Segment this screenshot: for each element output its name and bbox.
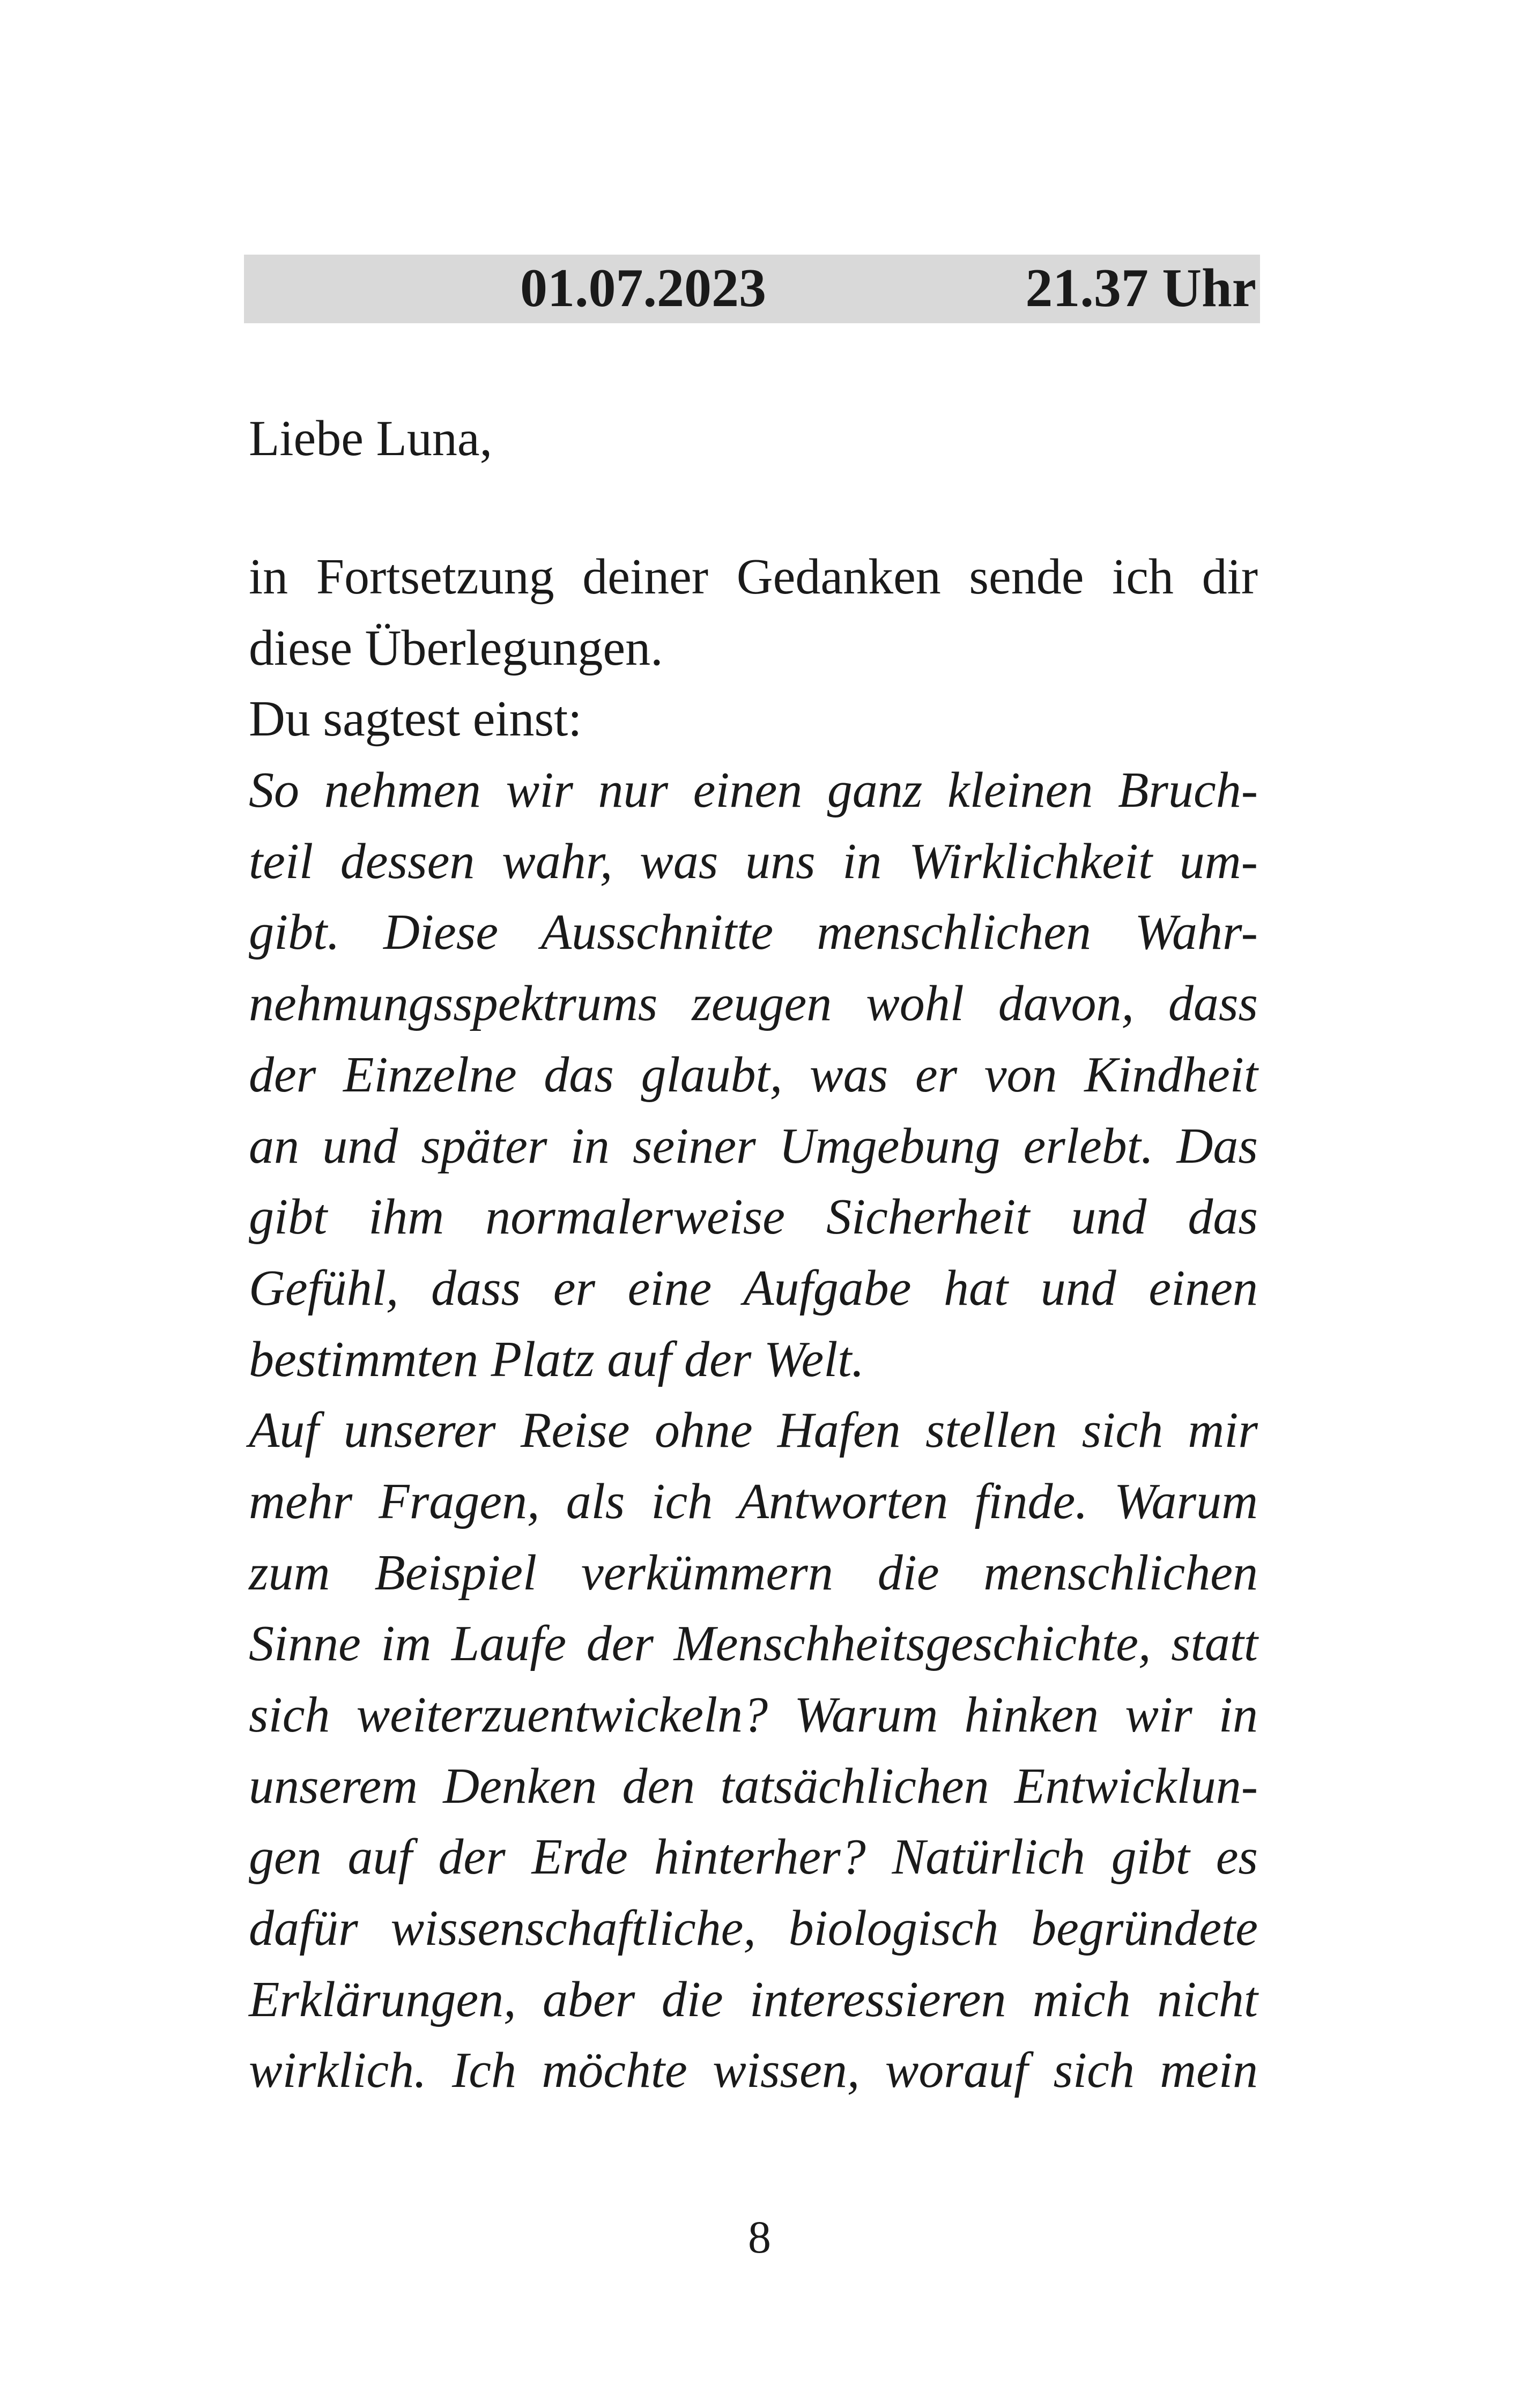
quote-line: Erklärungen, aber die interessieren mich nicht: [249, 1971, 1258, 2027]
quote-line: zum Beispiel verkümmern die menschlichen: [249, 1544, 1258, 1601]
quote-line: Sinne im Laufe der Menschheitsgeschichte, statt: [249, 1616, 1258, 1672]
quote-line: mehr Fragen, als ich Antworten finde. Warum: [249, 1473, 1258, 1529]
quote-line: gen auf der Erde hinterher? Natürlich gibt es: [249, 1829, 1258, 1885]
page-number: 8: [748, 2211, 771, 2263]
quote-line: sich weiterzuentwickeln? Warum hinken wir in: [249, 1687, 1258, 1743]
quote-line: teil dessen wahr, was uns in Wirklichkeit um-: [249, 833, 1258, 889]
quote-line: der Einzelne das glaubt, was er von Kindheit: [249, 1046, 1258, 1103]
quote-line: Auf unserer Reise ohne Hafen stellen sich mir: [249, 1402, 1258, 1459]
quote-line: bestimmten Platz auf der Welt.: [249, 1331, 864, 1387]
salutation: Liebe Luna,: [249, 411, 493, 466]
body-line: in Fortsetzung deiner Gedanken sende ich dir: [249, 549, 1258, 605]
quote-line: So nehmen wir nur einen ganz kleinen Bruch-: [249, 762, 1258, 819]
quote-line: gibt. Diese Ausschnitte menschlichen Wahr-: [249, 904, 1258, 961]
quote-line: unserem Denken den tatsächlichen Entwicklun-: [249, 1758, 1258, 1814]
body-line: diese Überlegungen.: [249, 620, 663, 676]
body-line: Du sagtest einst:: [249, 691, 582, 747]
letter-body: [249, 541, 1258, 2106]
quote-line: Gefühl, dass er eine Aufgabe hat und einen: [249, 1260, 1258, 1316]
entry-date: 01.07.2023: [520, 258, 766, 318]
quote-line: wirklich. Ich möchte wissen, worauf sich mein: [249, 2042, 1258, 2099]
quote-line: nehmungsspektrums zeugen wohl davon, dass: [249, 976, 1258, 1032]
quote-line: an und später in seiner Umgebung erlebt. Das: [249, 1118, 1258, 1174]
entry-time: 21.37 Uhr: [1025, 258, 1256, 318]
quote-line: dafür wissenschaftliche, biologisch begründete: [249, 1900, 1258, 1957]
quote-line: gibt ihm normalerweise Sicherheit und das: [249, 1189, 1258, 1245]
